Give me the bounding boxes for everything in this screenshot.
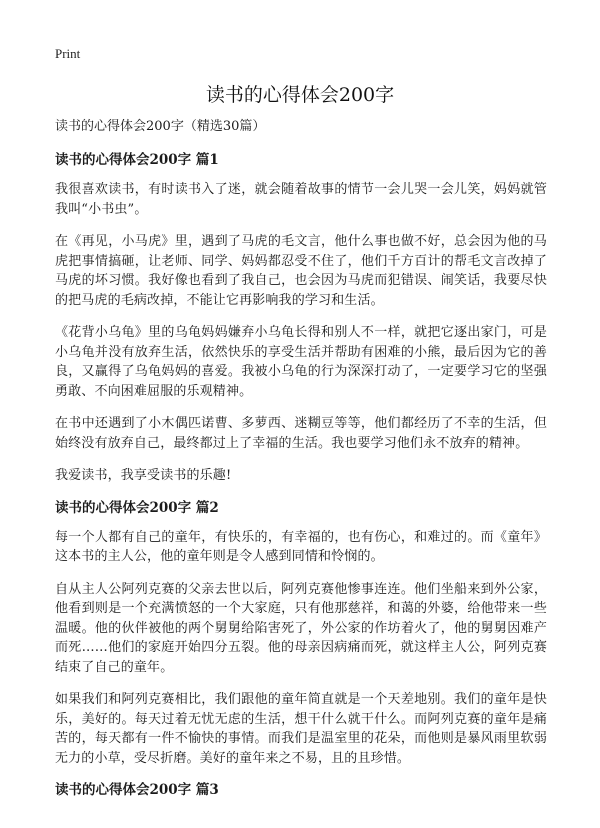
section-heading: 读书的心得体会200字 篇3 xyxy=(55,782,219,798)
section-3 xyxy=(55,781,547,799)
paragraph: 如果我们和阿列克赛相比，我们跟他的童年简直就是一个天差地别。我们的童年是快乐，美好的。每天过着无忧无虑的生活，想干什么就干什么。而阿列克赛的童年是痛苦的，每天都有一件不愉快的事情。而我们是温室里的花朵，而他则是暴风雨里软弱无力的小草，受尽折磨。美好的童年来之不易，且的且珍惜。 xyxy=(55,692,547,766)
paragraph: 自从主人公阿列克赛的父亲去世以后，阿列克赛他惨事连连。他们坐船来到外公家，他看到则是一个充满愤怒的一个大家庭，只有他那慈祥，和蔼的外婆，给他带来一些温暖。他的伙伴被他的两个舅舅给陷害死了，外公家的作坊着火了，他的舅舅因难产而死……他们的家庭开始四分五裂。他的母亲因病痛而死，就这样主人公，阿列克赛结束了自己的童年。 xyxy=(55,581,547,675)
section-heading: 读书的心得体会200字 篇1 xyxy=(55,152,219,168)
page-title: 读书的心得体会200字 xyxy=(205,84,395,106)
section-1 xyxy=(55,151,547,486)
paragraph: 《花背小乌龟》里的乌龟妈妈嫌弃小乌龟长得和别人不一样，就把它逐出家门，可是小乌龟并没有放弃生活，依然快乐的享受生活并帮助有困难的小熊，最后因为它的善良，又赢得了乌龟妈妈的喜爱。我被小乌龟的行为深深打动了，一定要学习它的坚强勇敢、不向困难屈服的乐观精神。 xyxy=(55,325,547,399)
paragraph: 我很喜欢读书，有时读书入了迷，就会随着故事的情节一会儿哭一会儿笑，妈妈就管我叫“小书虫”。 xyxy=(55,182,547,217)
article-subtitle: 读书的心得体会200字（精选30篇） xyxy=(55,119,266,134)
section-heading: 读书的心得体会200字 篇2 xyxy=(55,499,219,516)
paragraph: 每一个人都有自己的童年，有快乐的，有幸福的，也有伤心，和难过的。而《童年》这本书的主人公，他的童年则是令人感到同情和怜悯的。 xyxy=(55,529,547,564)
paragraph: 在《再见，小马虎》里，遇到了马虎的毛文言，他什么事也做不好，总会因为他的马虎把事情搞砸，让老师、同学、妈妈都忍受不住了，他们千方百计的帮毛文言改掉了马虎的坏习惯。我好像也看到了我自己，也会因为马虎而犯错误、闹笑话，我要尽快的把马虎的毛病改掉，不能让它再影响我的学习和生活。 xyxy=(55,234,547,308)
article-body xyxy=(55,118,547,810)
paragraph: 在书中还遇到了小木偶匹诺曹、多萝西、迷糊豆等等，他们都经历了不幸的生活，但始终没有放弃自己，最终都过上了幸福的生活。我也要学习他们永不放弃的精神。 xyxy=(55,416,547,451)
print-link[interactable]: Print xyxy=(55,46,81,61)
paragraph: 我爱读书，我享受读书的乐趣! xyxy=(55,468,232,483)
section-2 xyxy=(55,499,547,769)
